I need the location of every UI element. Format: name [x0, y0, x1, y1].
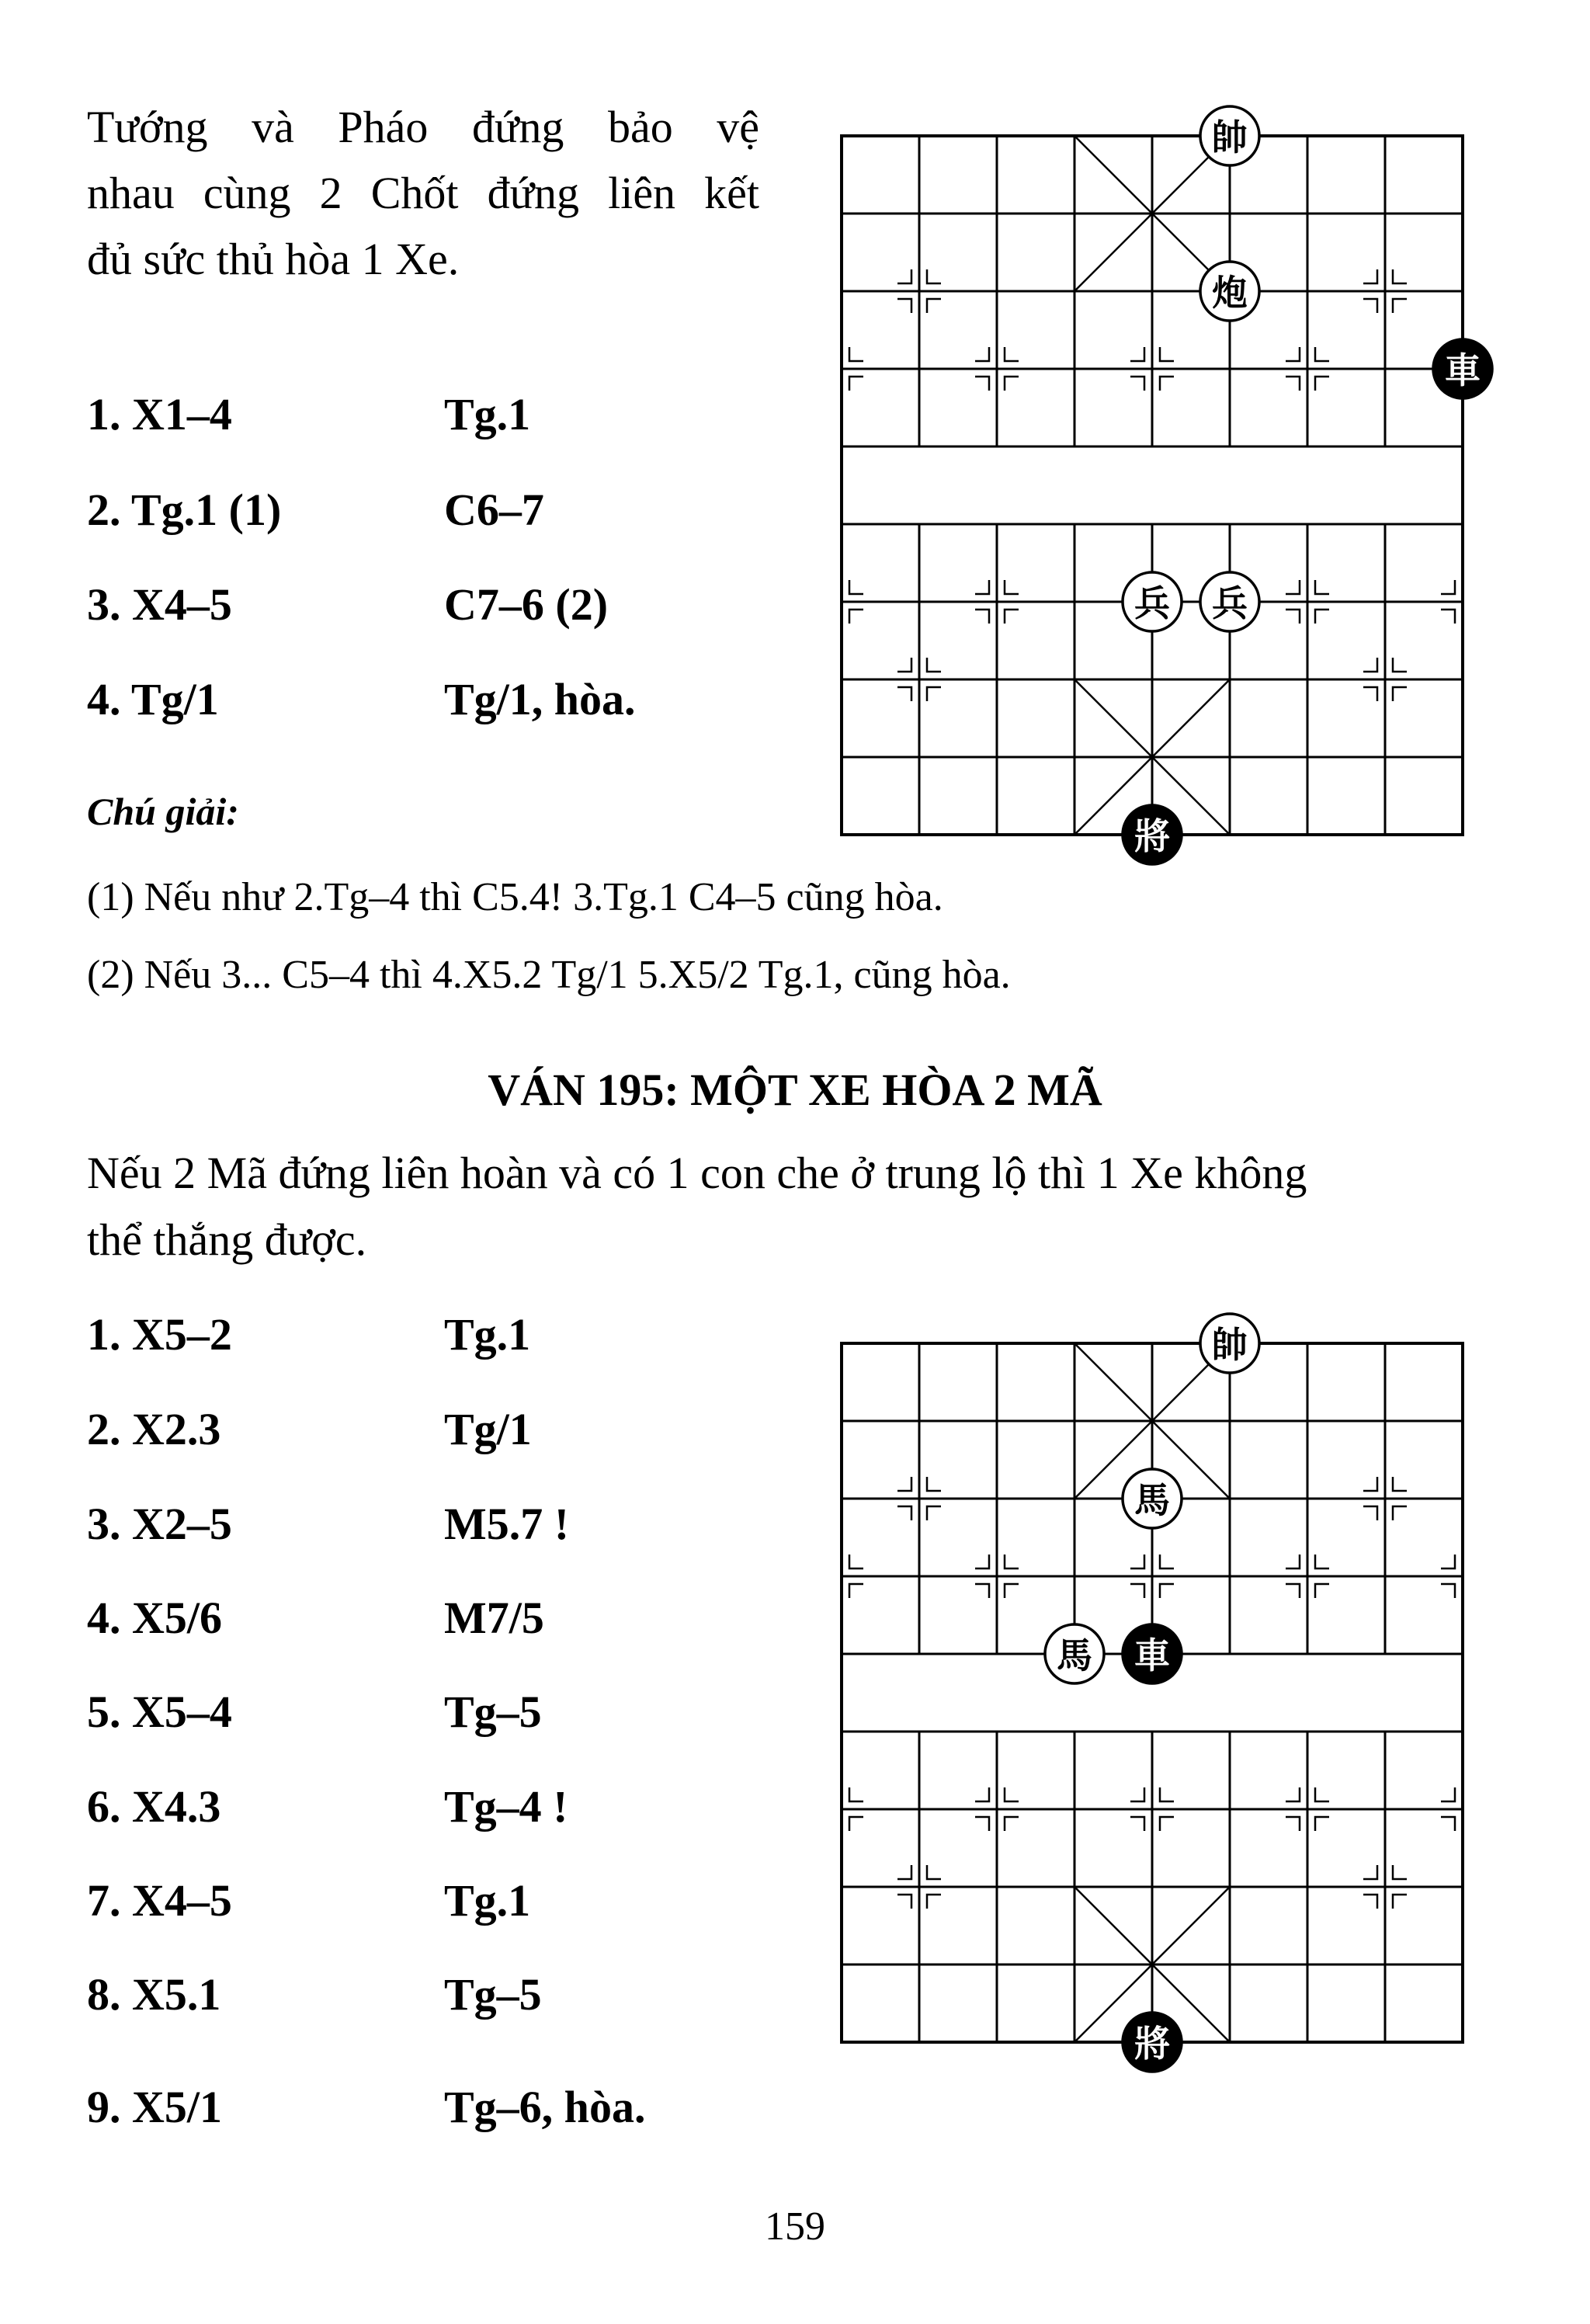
piece-glyph: 帥: [1212, 116, 1248, 158]
move-number: 3. X2–5: [87, 1499, 232, 1549]
piece-glyph: 帥: [1212, 1324, 1248, 1366]
move-reply: Tg–4 !: [444, 1781, 568, 1832]
section-desc-line: thể thắng được.: [87, 1214, 367, 1265]
move-number: 4. Tg/1: [87, 674, 219, 724]
piece-glyph: 兵: [1134, 582, 1170, 624]
move-number: 7. X4–5: [87, 1875, 232, 1926]
piece-glyph: 兵: [1212, 582, 1248, 624]
note-line: (1) Nếu như 2.Tg–4 thì C5.4! 3.Tg.1 C4–5 cũng hòa.: [87, 875, 943, 919]
note-line: (2) Nếu 3... C5–4 thì 4.X5.2 Tg/1 5.X5/2 Tg.1, cũng hòa.: [87, 953, 1011, 997]
move-number: 6. X4.3: [87, 1781, 221, 1832]
move-reply: Tg/1, hòa.: [444, 674, 636, 724]
move-number: 4. X5/6: [87, 1593, 222, 1643]
red-piece: [1123, 1469, 1182, 1528]
move-number: 2. X2.3: [87, 1404, 221, 1454]
move-reply: M7/5: [444, 1593, 544, 1643]
move-reply: Tg.1: [444, 1875, 531, 1926]
move-reply: Tg/1: [444, 1404, 532, 1454]
xiangqi-board-2: [807, 1297, 1537, 2081]
move-number: 5. X5–4: [87, 1687, 232, 1737]
move-reply: Tg–5: [444, 1969, 542, 2020]
piece-glyph: 馬: [1057, 1634, 1092, 1676]
move-reply: C6–7: [444, 485, 544, 535]
move-number: 1. X1–4: [87, 389, 232, 439]
intro-line: đủ sức thủ hòa 1 Xe.: [87, 234, 460, 284]
piece-glyph: 車: [1445, 349, 1481, 391]
black-piece: [1123, 2013, 1182, 2072]
move-reply: Tg.1: [444, 389, 531, 439]
piece-glyph: 將: [1134, 2023, 1170, 2065]
red-piece: [1200, 106, 1259, 165]
piece-glyph: 將: [1134, 815, 1170, 857]
red-piece: [1123, 572, 1182, 631]
black-piece: [1123, 805, 1182, 864]
move-number: 1. X5–2: [87, 1309, 232, 1360]
intro-line: nhau cùng 2 Chốt đứng liên kết: [87, 168, 759, 218]
intro-line: Tướng và Pháo đứng bảo vệ: [87, 102, 759, 152]
move-reply: Tg–5: [444, 1687, 542, 1737]
section-desc-line: Nếu 2 Mã đứng liên hoàn và có 1 con che ở trung lộ thì 1 Xe không: [87, 1148, 1307, 1198]
move-reply: C7–6 (2): [444, 579, 609, 630]
red-piece: [1200, 262, 1259, 321]
move-number: 3. X4–5: [87, 579, 232, 630]
black-piece: [1123, 1624, 1182, 1683]
black-piece: [1433, 339, 1492, 398]
move-number: 8. X5.1: [87, 1969, 221, 2020]
move-reply: M5.7 !: [444, 1499, 570, 1549]
move-number: 9. X5/1: [87, 2082, 222, 2132]
notes-heading: Chú giải:: [87, 790, 239, 833]
red-piece: [1200, 572, 1259, 631]
page-number: 159: [765, 2204, 825, 2249]
red-piece: [1200, 1314, 1259, 1373]
piece-glyph: 車: [1134, 1634, 1170, 1676]
xiangqi-board-1: [807, 89, 1537, 874]
move-number: 2. Tg.1 (1): [87, 485, 282, 535]
move-reply: Tg.1: [444, 1309, 531, 1360]
piece-glyph: 炮: [1212, 272, 1248, 314]
piece-glyph: 馬: [1134, 1479, 1170, 1521]
red-piece: [1045, 1624, 1104, 1683]
move-reply: Tg–6, hòa.: [444, 2082, 646, 2132]
section-title: VÁN 195: MỘT XE HÒA 2 MÃ: [488, 1065, 1102, 1115]
